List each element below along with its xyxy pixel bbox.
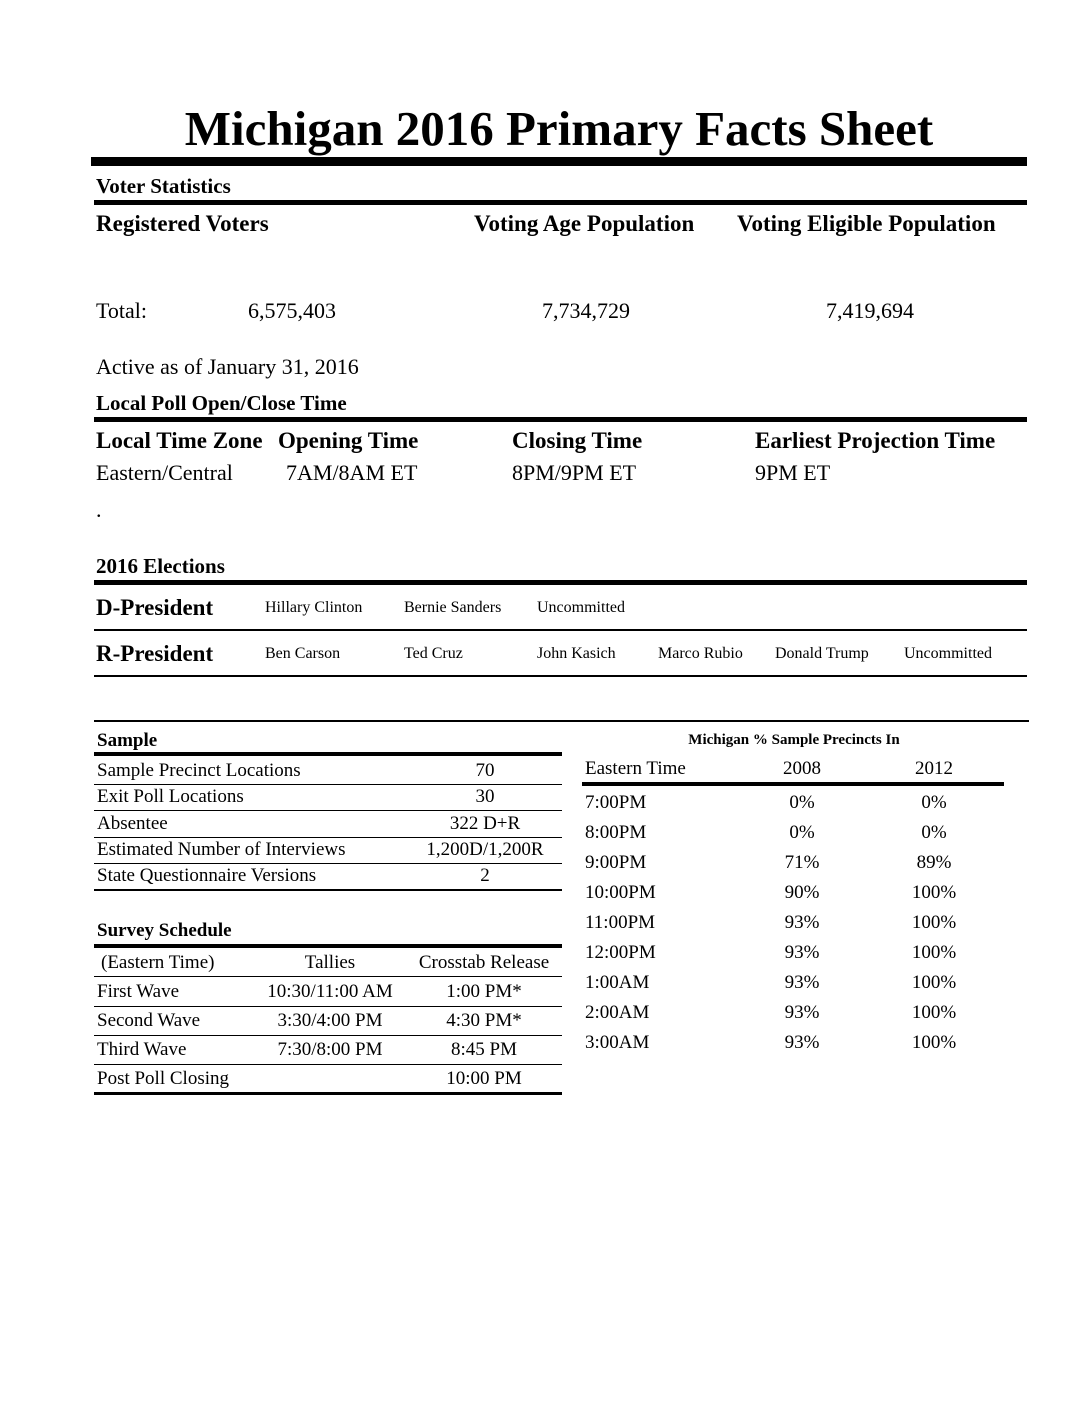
sample-row-value: 1,200D/1,200R [426, 839, 544, 860]
precincts-row-2012: 89% [916, 852, 952, 873]
r-row-rule [94, 675, 1027, 677]
precincts-row-time: 11:00PM [585, 912, 656, 933]
local-time-zone-header: Local Time Zone [96, 428, 263, 453]
closing-time-header: Closing Time [512, 428, 643, 453]
r-president-label: R-President [96, 641, 214, 666]
precincts-row-2012: 100% [911, 912, 957, 933]
sample-row-value: 322 D+R [449, 813, 521, 834]
elections-heading: 2016 Elections [96, 554, 225, 578]
precincts-header-rule [582, 782, 1004, 786]
schedule-row-rule [94, 1006, 562, 1007]
earliest-projection-time-value: 9PM ET [755, 460, 831, 485]
opening-time-header: Opening Time [278, 428, 419, 453]
d-row-rule [94, 629, 1027, 631]
elections-rule [94, 580, 1027, 585]
schedule-row-wave: Post Poll Closing [97, 1068, 229, 1089]
sample-row-label: Estimated Number of Interviews [97, 839, 346, 860]
precincts-row-time: 10:00PM [585, 882, 656, 903]
voting-age-population-header: Voting Age Population [474, 211, 695, 236]
title-rule [91, 157, 1027, 166]
precincts-row-2012: 100% [911, 1002, 957, 1023]
precincts-in-heading: Michigan % Sample Precincts In [688, 732, 900, 748]
precincts-row-time: 9:00PM [585, 852, 647, 873]
precincts-row-time: 3:00AM [585, 1032, 650, 1053]
bottom-section-rule [94, 720, 1029, 722]
sample-row-rule [94, 837, 562, 838]
precincts-header-time: Eastern Time [585, 758, 686, 779]
precincts-row-time: 8:00PM [585, 822, 647, 843]
precincts-row-time: 12:00PM [585, 942, 656, 963]
sample-row-value: 2 [480, 865, 490, 886]
dot-mark: . [96, 497, 102, 522]
schedule-row-release: 1:00 PM* [446, 981, 522, 1002]
sample-row-value: 30 [475, 786, 495, 807]
schedule-header-release: Crosstab Release [418, 952, 550, 973]
registered-voters-header: Registered Voters [96, 211, 269, 236]
sample-row-rule [94, 863, 562, 864]
schedule-row-rule [94, 1064, 562, 1065]
voter-statistics-rule [94, 200, 1027, 205]
precincts-row-2012: 100% [911, 972, 957, 993]
schedule-header-rule [94, 976, 562, 977]
sample-heading: Sample [97, 730, 158, 751]
precincts-row-2008: 93% [784, 942, 820, 963]
precincts-row-time: 2:00AM [585, 1002, 650, 1023]
schedule-row-tallies: 3:30/4:00 PM [277, 1010, 383, 1031]
precincts-header-2008: 2008 [783, 758, 821, 779]
schedule-row-rule [94, 1035, 562, 1036]
r-candidate: Marco Rubio [658, 645, 743, 662]
schedule-header-tallies: Tallies [304, 952, 356, 973]
sample-row-label: State Questionnaire Versions [97, 865, 317, 886]
sample-row-label: Absentee [97, 813, 168, 834]
schedule-row-wave: First Wave [97, 981, 180, 1002]
opening-time-value: 7AM/8AM ET [286, 460, 418, 485]
voting-eligible-population-total: 7,419,694 [826, 298, 914, 323]
precincts-row-time: 1:00AM [585, 972, 650, 993]
precincts-row-2012: 0% [921, 792, 947, 813]
precincts-row-2008: 93% [784, 912, 820, 933]
sample-bottom-rule [94, 889, 562, 891]
voting-eligible-population-header: Voting Eligible Population [737, 211, 996, 236]
d-candidate: Hillary Clinton [265, 599, 363, 616]
precincts-row-2012: 100% [911, 1032, 957, 1053]
precincts-row-2012: 100% [911, 942, 957, 963]
schedule-header-time: (Eastern Time) [101, 952, 215, 973]
precincts-row-2008: 0% [789, 822, 815, 843]
schedule-row-wave: Second Wave [97, 1010, 201, 1031]
sample-row-rule [94, 784, 562, 785]
sample-row-label: Exit Poll Locations [97, 786, 244, 807]
sample-row-value: 70 [475, 760, 495, 781]
voting-age-population-total: 7,734,729 [542, 298, 630, 323]
precincts-row-2012: 0% [921, 822, 947, 843]
precincts-row-2012: 100% [911, 882, 957, 903]
precincts-row-2008: 93% [784, 1032, 820, 1053]
r-candidate: Ted Cruz [404, 645, 463, 662]
registered-voters-total: 6,575,403 [248, 298, 336, 323]
d-candidate: Bernie Sanders [404, 599, 502, 616]
schedule-row-release: 10:00 PM [446, 1068, 522, 1089]
r-candidate: John Kasich [537, 645, 616, 662]
precincts-row-time: 7:00PM [585, 792, 647, 813]
precincts-row-2008: 93% [784, 972, 820, 993]
local-time-zone-value: Eastern/Central [96, 460, 233, 485]
schedule-row-wave: Third Wave [97, 1039, 187, 1060]
precincts-row-2008: 0% [789, 792, 815, 813]
poll-times-rule [94, 417, 1027, 422]
schedule-row-release: 8:45 PM [451, 1039, 517, 1060]
r-candidate: Uncommitted [904, 645, 992, 662]
schedule-bottom-rule [94, 1092, 562, 1095]
sample-heading-rule [94, 752, 562, 756]
active-as-of-note: Active as of January 31, 2016 [96, 354, 359, 379]
r-candidate: Donald Trump [775, 645, 869, 662]
survey-schedule-heading: Survey Schedule [97, 920, 232, 941]
precincts-row-2008: 93% [784, 1002, 820, 1023]
d-candidate: Uncommitted [537, 599, 625, 616]
r-candidate: Ben Carson [265, 645, 341, 662]
sample-row-rule [94, 810, 562, 811]
poll-times-heading: Local Poll Open/Close Time [96, 391, 347, 415]
schedule-row-tallies: 10:30/11:00 AM [267, 981, 393, 1002]
schedule-row-release: 4:30 PM* [446, 1010, 522, 1031]
voter-statistics-heading: Voter Statistics [96, 174, 231, 198]
schedule-row-tallies: 7:30/8:00 PM [277, 1039, 383, 1060]
survey-schedule-heading-rule [94, 944, 562, 948]
precincts-header-2012: 2012 [915, 758, 953, 779]
page-title: Michigan 2016 Primary Facts Sheet [184, 101, 934, 156]
earliest-projection-time-header: Earliest Projection Time [755, 428, 996, 453]
precincts-row-2008: 71% [784, 852, 820, 873]
d-president-label: D-President [96, 595, 214, 620]
sample-row-label: Sample Precinct Locations [97, 760, 301, 781]
closing-time-value: 8PM/9PM ET [512, 460, 637, 485]
total-label: Total: [96, 298, 148, 323]
precincts-row-2008: 90% [784, 882, 820, 903]
